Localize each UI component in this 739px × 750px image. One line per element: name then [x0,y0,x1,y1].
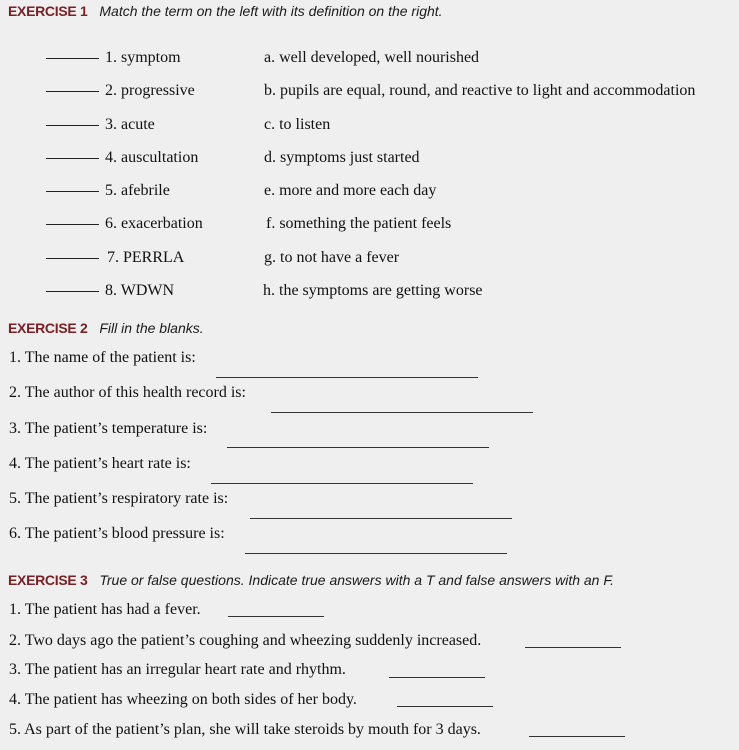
exercise-3-instruction: True or false questions. Indicate true answers with a T and false answers with an F. [99,572,614,588]
definition-d: d. symptoms just started [264,149,420,166]
fill-item-4: 4. The patient’s heart rate is: [9,455,191,472]
answer-blank-1[interactable] [46,58,99,59]
answer-blank-2[interactable] [46,91,99,92]
fill-blank-3[interactable] [227,447,489,448]
fill-blank-5[interactable] [250,518,512,519]
tf-item-4: 4. The patient has wheezing on both sides of her body. [9,691,357,708]
term-7: 7. PERRLA [107,249,185,266]
fill-item-6: 6. The patient’s blood pressure is: [9,525,225,542]
term-4: 4. auscultation [105,149,199,166]
tf-blank-1[interactable] [228,616,324,617]
fill-item-3: 3. The patient’s temperature is: [9,420,208,437]
tf-item-1: 1. The patient has had a fever. [9,601,201,618]
fill-blank-1[interactable] [216,377,478,378]
term-8: 8. WDWN [105,282,175,299]
answer-blank-5[interactable] [46,191,99,192]
exercise-2-header [8,320,204,336]
term-5: 5. afebrile [105,182,170,199]
exercise-3-header [8,572,614,588]
tf-blank-3[interactable] [389,677,485,678]
tf-item-3: 3. The patient has an irregular heart rate and rhythm. [9,661,346,678]
exercise-2-instruction: Fill in the blanks. [99,320,204,336]
exercise-1-label: EXERCISE 1 [8,3,88,19]
answer-blank-4[interactable] [46,158,99,159]
tf-blank-4[interactable] [397,706,493,707]
tf-item-5: 5. As part of the patient’s plan, she will take steroids by mouth for 3 days. [9,721,481,738]
definition-c: c. to listen [264,116,331,133]
fill-blank-2[interactable] [271,412,533,413]
tf-item-2: 2. Two days ago the patient’s coughing and wheezing suddenly increased. [9,632,482,649]
exercise-1-instruction: Match the term on the left with its definition on the right. [99,3,443,19]
term-6: 6. exacerbation [105,215,203,232]
term-3: 3. acute [105,116,155,133]
term-1: 1. symptom [105,49,181,66]
definition-e: e. more and more each day [264,182,437,199]
tf-blank-5[interactable] [529,736,625,737]
exercise-1-header [8,3,443,19]
fill-blank-4[interactable] [211,483,473,484]
exercise-2-label: EXERCISE 2 [8,320,88,336]
definition-b: b. pupils are equal, round, and reactive to light and accommodation [264,82,696,99]
definition-h: h. the symptoms are getting worse [263,282,483,299]
definition-f: f. something the patient feels [266,215,452,232]
fill-item-1: 1. The name of the patient is: [9,349,196,366]
tf-blank-2[interactable] [525,647,621,648]
fill-item-5: 5. The patient’s respiratory rate is: [9,490,229,507]
answer-blank-7[interactable] [46,258,99,259]
exercise-3-label: EXERCISE 3 [8,572,88,588]
answer-blank-8[interactable] [46,291,99,292]
fill-blank-6[interactable] [245,553,507,554]
answer-blank-6[interactable] [46,224,99,225]
fill-item-2: 2. The author of this health record is: [9,384,246,401]
answer-blank-3[interactable] [46,125,99,126]
definition-g: g. to not have a fever [264,249,400,266]
definition-a: a. well developed, well nourished [264,49,480,66]
term-2: 2. progressive [105,82,195,99]
